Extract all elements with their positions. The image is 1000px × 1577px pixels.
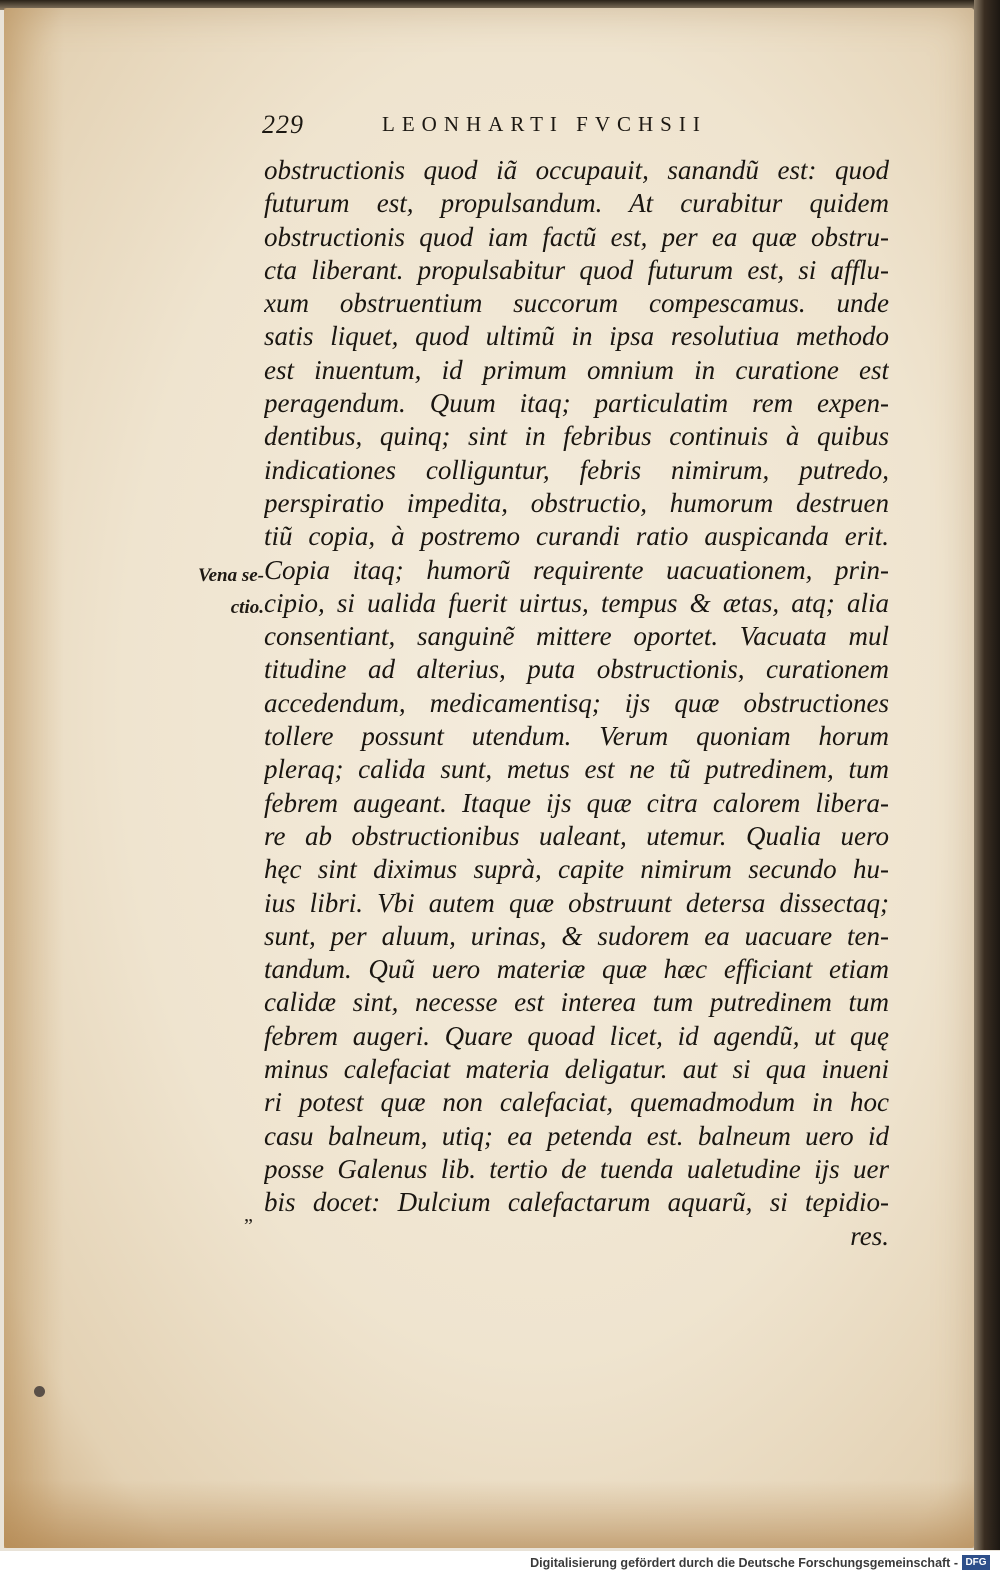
text-line: casu balneum, utiq; ea petenda est. balneum uero id <box>264 1120 889 1151</box>
margin-note-line: Vena se- <box>198 565 264 586</box>
text-line: tollere possunt utendum. Verum quoniam horum <box>264 721 889 752</box>
digitization-footer <box>0 1551 1000 1577</box>
text-line: ius libri. Vbi autem quæ obstruunt detersa dissectaq; <box>264 887 889 918</box>
text-line: hęc sint diximus suprà, capite nimirum secundo hu- <box>264 854 889 885</box>
text-line: satis liquet, quod ultimũ in ipsa resolutiua methodo <box>264 321 889 352</box>
text-line: posse Galenus lib. tertio de tuenda ualetudine ijs uer <box>264 1153 889 1184</box>
dfg-logo: DFG <box>962 1555 990 1570</box>
paper-stain-bottom <box>4 1480 974 1548</box>
text-line: minus calefaciat materia deligatur. aut si qua inueni <box>264 1054 889 1085</box>
text-line: tiũ copia, à postremo curandi ratio auspicanda erit. <box>264 521 889 552</box>
text-line: accedendum, medicamentisq; ijs quæ obstructiones <box>264 687 889 718</box>
page-number: 229 <box>262 110 304 139</box>
text-line: futurum est, propulsandum. At curabitur quidem <box>264 188 889 219</box>
funding-credit: Digitalisierung gefördert durch die Deutsche Forschungsgemeinschaft - <box>530 1556 958 1570</box>
text-line: tandum. Quũ uero materiæ quæ hæc efficiant etiam <box>264 954 889 985</box>
text-line: obstructionis quod iam factũ est, per ea quæ obstru- <box>264 221 889 252</box>
text-line: Copia itaq; humorũ requirente uacuationem, prin- <box>264 554 889 585</box>
text-line: xum obstruentium succorum compescamus. unde <box>264 288 889 319</box>
running-title: LEONHARTI FVCHSII <box>382 112 707 136</box>
book-binding-edge <box>974 0 1000 1550</box>
text-line: febrem augeri. Quare quoad licet, id agendũ, ut quę <box>264 1020 889 1051</box>
text-line: pleraq; calida sunt, metus est ne tũ putredinem, tum <box>264 754 889 785</box>
text-line: ri potest quæ non calefaciat, quemadmodum in hoc <box>264 1087 889 1118</box>
text-line: est inuentum, id primum omnium in curatione est <box>264 354 889 385</box>
margin-note-line: ctio. <box>230 597 264 618</box>
running-head <box>262 110 882 144</box>
margin-note <box>180 560 264 624</box>
text-line: obstructionis quod iã occupauit, sanandũ est: quod <box>264 155 889 185</box>
text-line: cipio, si ualida fuerit uirtus, tempus & ætas, atq; alia <box>264 587 889 618</box>
text-line: consentiant, sanguinẽ mittere oportet. Vacuata mul <box>264 621 889 652</box>
text-line: re ab obstructionibus ualeant, utemur. Qualia uero <box>264 820 889 851</box>
text-line: peragendum. Quum itaq; particulatim rem expen- <box>264 388 889 419</box>
text-line: calidæ sint, necesse est interea tum putredinem tum <box>264 987 889 1018</box>
text-line: sunt, per aluum, urinas, & sudorem ea uacuare ten- <box>264 920 889 951</box>
ink-dot <box>34 1386 45 1397</box>
text-line: perspiratio impedita, obstructio, humorum destruen <box>264 487 889 518</box>
text-line: cta liberant. propulsabitur quod futurum est, si afflu- <box>264 254 889 285</box>
text-line: dentibus, quinq; sint in febribus continuis à quibus <box>264 421 889 452</box>
text-line: indicationes colliguntur, febris nimirum, putredo, <box>264 454 889 485</box>
text-line: titudine ad alterius, puta obstructionis, curationem <box>264 654 889 685</box>
quotation-mark: „ <box>244 1204 253 1226</box>
paper-stain-left <box>4 8 64 1548</box>
text-line: febrem augeant. Itaque ijs quæ citra calorem libera- <box>264 787 889 818</box>
text-line: bis docet: Dulcium calefactarum aquarũ, si tepidio- <box>264 1187 889 1218</box>
text-line-catchword: res. <box>850 1220 889 1251</box>
body-text <box>264 154 889 1253</box>
